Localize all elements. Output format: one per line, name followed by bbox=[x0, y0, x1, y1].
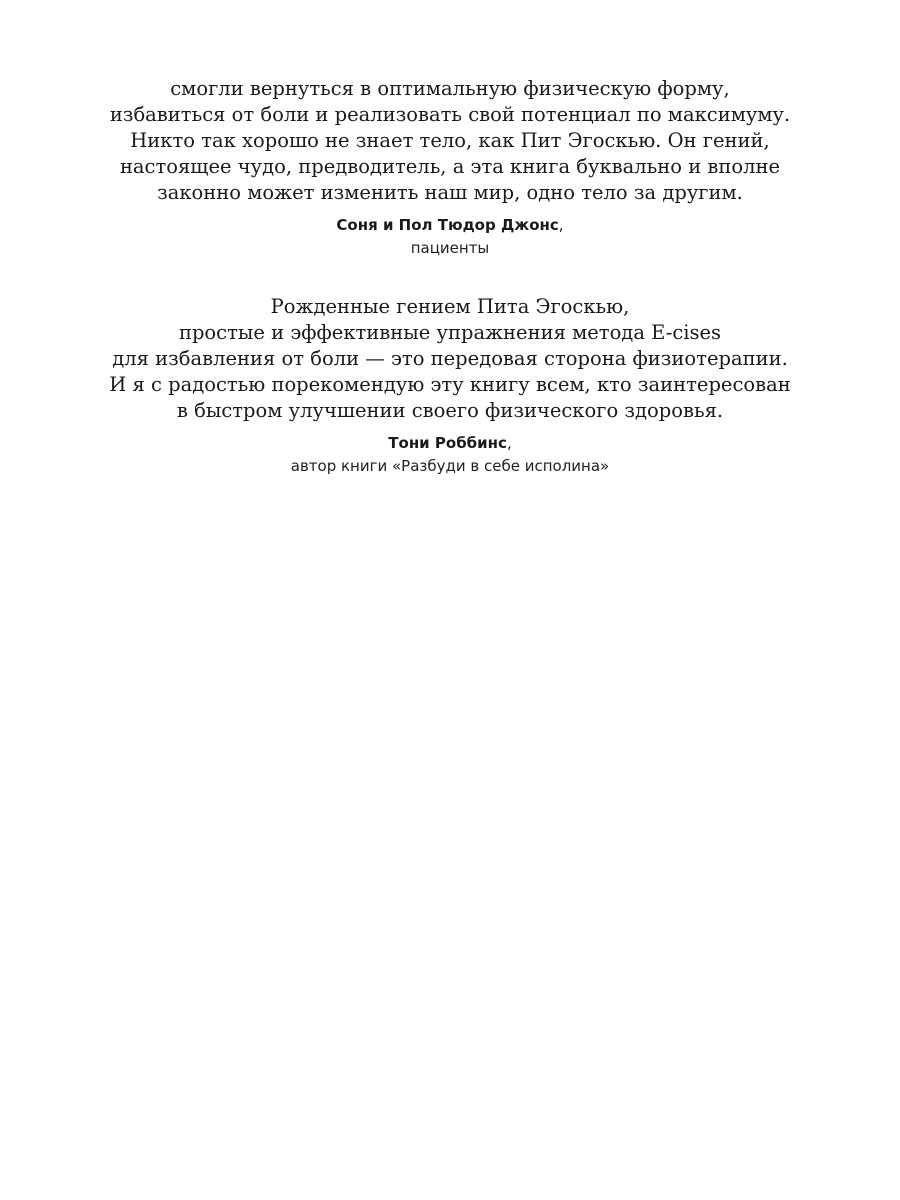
testimonial-1-text bbox=[0, 76, 900, 206]
author-suffix: , bbox=[558, 216, 564, 234]
testimonial-2-attribution bbox=[0, 432, 900, 478]
author-suffix: , bbox=[506, 434, 512, 452]
quote-line: И я с радостью порекомендую эту книгу всем, кто заинтересован bbox=[109, 373, 791, 396]
quote-line: смогли вернуться в оптимальную физическую форму, bbox=[170, 77, 730, 100]
quote-line: законно может изменить наш мир, одно тело за другим. bbox=[157, 181, 743, 204]
author-role: автор книги «Разбуди в себе исполина» bbox=[290, 457, 610, 475]
quote-line: в быстром улучшении своего физического здоровья. bbox=[176, 399, 724, 422]
quote-line: Никто так хорошо не знает тело, как Пит Эгоскью. Он гений, bbox=[130, 129, 770, 152]
testimonial-2-text bbox=[0, 294, 900, 424]
quote-line: для избавления от боли — это передовая сторона физиотерапии. bbox=[112, 347, 788, 370]
author-role: пациенты bbox=[410, 239, 490, 257]
author-line bbox=[0, 432, 900, 455]
quote-line: настоящее чудо, предводитель, а эта книга буквально и вполне bbox=[119, 155, 781, 178]
testimonial-2 bbox=[0, 294, 900, 478]
quote-line: избавиться от боли и реализовать свой потенциал по максимуму. bbox=[109, 103, 791, 126]
author-name: Соня и Пол Тюдор Джонс bbox=[336, 216, 559, 234]
testimonial-1-attribution bbox=[0, 214, 900, 260]
quote-line: простые и эффективные упражнения метода E-cises bbox=[178, 321, 722, 344]
quote-line: Рожденные гением Пита Эгоскью, bbox=[270, 295, 630, 318]
author-name: Тони Роббинс bbox=[388, 434, 507, 452]
author-line bbox=[0, 214, 900, 237]
testimonial-1 bbox=[0, 76, 900, 260]
